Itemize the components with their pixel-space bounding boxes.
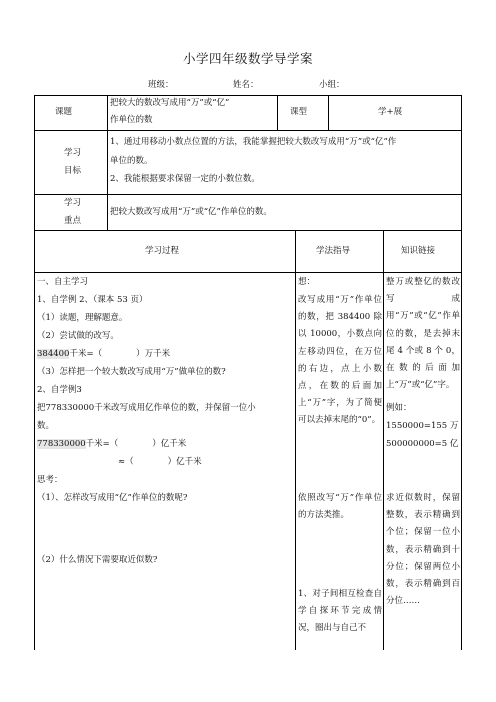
goal-label-line2: 目标 [64, 166, 82, 176]
process-line: ≈（ ）亿千米 [118, 457, 202, 467]
method-text: 想： [298, 277, 316, 287]
link-text: 整万或整亿的数改写成用“万”或“亿”作单位的数，是去掉末尾 4 个或 8 个 0，在数的后面加上“万”或“亿”字。 [386, 277, 460, 391]
process-line: （3）怎样把一个较大数改写成用“万”做单位的数? [37, 367, 226, 377]
process-line: 数。 [37, 421, 55, 431]
column-header-process: 学习过程 [145, 246, 180, 256]
class-label: 班级： [148, 80, 174, 90]
focus-value: 把较大数改写成用“万”或“亿”作单位的数。 [110, 207, 272, 217]
type-value: 学+展 [378, 107, 403, 117]
process-line: （1）、怎样改写成用“亿”作单位的数呢? [37, 493, 188, 503]
goal-2: 2、我能根据要求保留一定的小数位数。 [110, 174, 260, 184]
method-text: 改写成用“万”作单位的数，把 384400 除以 10000，小数点向左移动四位，在万位的右边，点上小数点，在数的后面加上“万”字，为了简便可以去掉末尾的“0”。 [298, 295, 382, 426]
type-label: 课型 [290, 107, 308, 117]
link-text: 例如： [386, 403, 412, 413]
process-line: 一、自主学习 [37, 277, 89, 287]
link-text: 1550000=155 万 [386, 421, 459, 431]
document-title: 小学四年级数学导学案 [182, 51, 313, 66]
process-line: 思考： [37, 475, 63, 485]
goal-1-line2: 单位的数。 [110, 156, 153, 166]
process-line: （2）什么情况下需要取近似数? [37, 555, 158, 565]
topic-label: 课题 [55, 107, 73, 117]
process-line: 778330000千米=（ ）亿千米 [37, 439, 187, 449]
process-line: （2）尝试做的改写。 [37, 331, 119, 341]
highlighted-number: 778330000 [37, 439, 86, 449]
highlighted-number: 384400 [37, 349, 70, 359]
goal-1-line1: 1、通过用移动小数点位置的方法，我能掌握把较大数改写成用“万”或“亿”作 [110, 137, 397, 147]
process-line: 384400千米=（ ）万千米 [37, 349, 171, 359]
column-header-method: 学法指导 [316, 246, 351, 256]
process-line: （1）读题，理解题意。 [37, 313, 128, 323]
group-label: 小组： [319, 80, 345, 90]
name-label: 姓名： [233, 80, 259, 90]
focus-label-line1: 学习 [64, 198, 82, 208]
method-text: 依照改写“万”作单位的方法类推。 [298, 493, 382, 521]
topic-value-line1: 把较大的数改写成用“万”或“亿” [110, 98, 230, 108]
goal-label-line1: 学习 [64, 148, 82, 158]
process-line: 2、自学例3 [37, 385, 82, 395]
focus-label-line2: 重点 [64, 216, 82, 226]
topic-value-line2: 作单位的数 [110, 115, 153, 125]
column-header-link: 知识链接 [401, 246, 436, 256]
method-text: 1、对子间相互检查自学自探环节完成情况，圈出与自己不 [298, 589, 382, 634]
link-text: 求近似数时，保留整数，表示精确到个位；保留一位小数，表示精确到十分位；保留两位小数，表示精确到百分位…… [386, 493, 460, 607]
process-line: 把778330000千米改写成用亿作单位的数，并保留一位小 [37, 403, 256, 413]
link-text: 500000000=5 亿 [386, 439, 459, 449]
process-line: 1、自学例 2、（课本 53 页） [37, 295, 148, 305]
